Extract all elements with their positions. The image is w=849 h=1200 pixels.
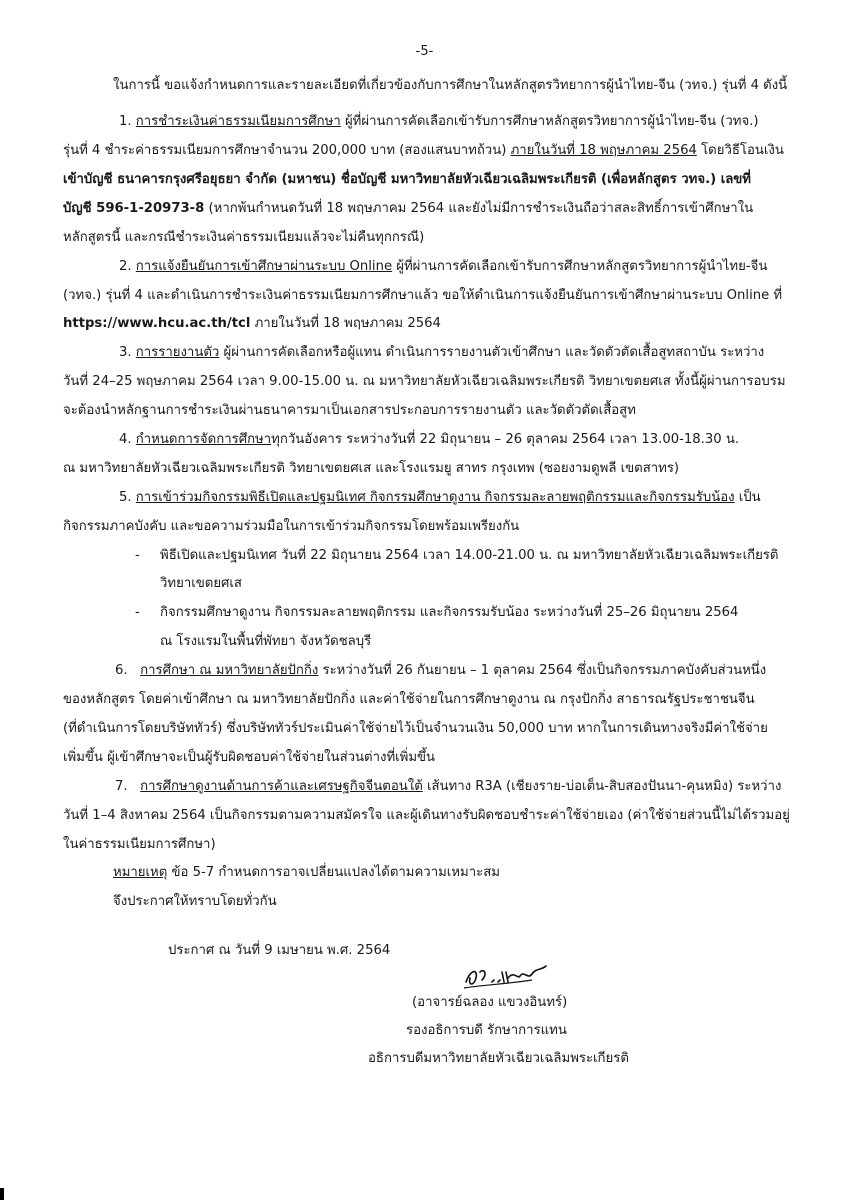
url-link[interactable]: https://www.hcu.ac.th/tcl bbox=[63, 316, 251, 331]
item-2-line-2: (วทจ.) รุ่นที่ 4 และดำเนินการชำระเงินค่าธรรมเนียมการศึกษาแล้ว ขอให้ดำเนินการแจ้งยืนยันการเข้าศึกษาผ่านระบบ Online ที่ bbox=[63, 288, 783, 303]
item-7-line-2: วันที่ 1–4 สิงหาคม 2564 เป็นกิจกรรมตามความสมัครใจ และผู้เดินทางรับผิดชอบชำระค่าใช้จ่ายเอง (ค่าใช้จ่ายส่วนนี้ไม่ได้รวมอยู่ bbox=[63, 808, 790, 823]
item-title: การแจ้งยืนยันการเข้าศึกษาผ่านระบบ Online bbox=[135, 259, 393, 274]
item-7-line-1: 7. การศึกษาดูงานด้านการค้าและเศรษฐกิจจีนตอนใต้ เส้นทาง R3A (เชียงราย-บ่อเต็น-สิบสองปันนา-คุนหมิง) ระหว่าง bbox=[115, 779, 782, 794]
item-2-line-3: https://www.hcu.ac.th/tcl ภายในวันที่ 18 พฤษภาคม 2564 bbox=[63, 316, 441, 331]
item-6-line-4: เพิ่มขึ้น ผู้เข้าศึกษาจะเป็นผู้รับผิดชอบค่าใช้จ่ายในส่วนต่างที่เพิ่มขึ้น bbox=[63, 750, 436, 765]
page-number: -5- bbox=[415, 44, 434, 59]
intro-paragraph: ในการนี้ ขอแจ้งกำหนดการและรายละเอียดที่เกี่ยวข้องกับการศึกษาในหลักสูตรวิทยาการผู้นำไทย-จีน (วทจ.) รุ่นที่ 4 ดังนี้ bbox=[113, 78, 788, 93]
item-3-line-1: 3. การรายงานตัว ผู้ผ่านการคัดเลือกหรือผู้แทน ดำเนินการรายงานตัวเข้าศึกษา และวัดตัวตัดเสื้อสูทสถาบัน ระหว่าง bbox=[119, 345, 765, 360]
item-3-line-2: วันที่ 24–25 พฤษภาคม 2564 เวลา 9.00-15.00 น. ณ มหาวิทยาลัยหัวเฉียวเฉลิมพระเกียรติ วิทยาเขตยศเส ทั้งนี้ผู้ผ่านการอบรม bbox=[63, 374, 786, 389]
item-4-line-2: ณ มหาวิทยาลัยหัวเฉียวเฉลิมพระเกียรติ วิทยาเขตยศเส และโรงแรมยู สาทร กรุงเทพ (ซอยงามดูพลี เขตสาทร) bbox=[63, 461, 680, 476]
item-1-line-5: หลักสูตรนี้ และกรณีชำระเงินค่าธรรมเนียมแล้วจะไม่คืนทุกกรณี) bbox=[63, 230, 425, 245]
item-1-line-2: รุ่นที่ 4 ชำระค่าธรรมเนียมการศึกษาจำนวน 200,000 บาท (สองแสนบาทถ้วน) ภายในวันที่ 18 พฤษภาคม 2564 โดยวิธีโอนเงิน bbox=[63, 143, 784, 158]
bullet-2-line-1: กิจกรรมศึกษาดูงาน กิจกรรมละลายพฤติกรรม และกิจกรรมรับน้อง ระหว่างวันที่ 25–26 มิถุนายน 2564 bbox=[160, 605, 739, 620]
bullet-1-line-1: พิธีเปิดและปฐมนิเทศ วันที่ 22 มิถุนายน 2564 เวลา 14.00-21.00 น. ณ มหาวิทยาลัยหัวเฉียวเฉลิมพระเกียรติ bbox=[160, 548, 779, 563]
signer-position-1: รองอธิการบดี รักษาการแทน bbox=[406, 1023, 567, 1038]
item-number: 1. bbox=[119, 114, 132, 129]
announce-date: ประกาศ ณ วันที่ 9 เมษายน พ.ศ. 2564 bbox=[168, 943, 391, 958]
item-6-line-3: (ที่ดำเนินการโดยบริษัททัวร์) ซึ่งบริษัททัวร์ประเมินค่าใช้จ่ายไว้เป็นจำนวนเงิน 50,000 บาท หากในการเดินทางจริงมีค่าใช้จ่าย bbox=[63, 721, 768, 736]
signer-name: (อาจารย์ฉลอง แขวงอินทร์) bbox=[412, 995, 568, 1010]
closing-line: จึงประกาศให้ทราบโดยทั่วกัน bbox=[113, 894, 277, 909]
item-6-line-1: 6. การศึกษา ณ มหาวิทยาลัยปักกิ่ง ระหว่างวันที่ 26 กันยายน – 1 ตุลาคม 2564 ซึ่งเป็นกิจกรรมภาคบังคับส่วนหนึ่ง bbox=[115, 663, 767, 678]
item-title: การศึกษา ณ มหาวิทยาลัยปักกิ่ง bbox=[140, 663, 319, 678]
item-6-line-2: ของหลักสูตร โดยค่าเข้าศึกษา ณ มหาวิทยาลัยปักกิ่ง และค่าใช้จ่ายในการศึกษาดูงาน ณ กรุงปักกิ่ง สาธารณรัฐประชาชนจีน bbox=[63, 692, 755, 707]
item-5-line-2: กิจกรรมภาคบังคับ และขอความร่วมมือในการเข้าร่วมกิจกรรมโดยพร้อมเพรียงกัน bbox=[63, 519, 520, 534]
item-title: การเข้าร่วมกิจกรรมพิธีเปิดและปฐมนิเทศ กิจกรรมศึกษาดูงาน กิจกรรมละลายพฤติกรรมและกิจกรรมรับน้อง bbox=[135, 490, 735, 505]
item-7-line-3: ในค่าธรรมเนียมการศึกษา) bbox=[63, 837, 216, 852]
bullet-2-line-2: ณ โรงแรมในพื้นที่พัทยา จังหวัดชลบุรี bbox=[160, 634, 372, 649]
bullet-dash: - bbox=[135, 548, 140, 563]
item-2-line-1: 2. การแจ้งยืนยันการเข้าศึกษาผ่านระบบ Online ผู้ที่ผ่านการคัดเลือกเข้ารับการศึกษาหลักสูตรวิทยาการผู้นำไทย-จีน bbox=[119, 259, 768, 274]
bullet-dash: - bbox=[135, 605, 140, 620]
scan-edge-mark bbox=[0, 1188, 4, 1200]
item-4-line-1: 4. กำหนดการจัดการศึกษาทุกวันอังคาร ระหว่างวันที่ 22 มิถุนายน – 26 ตุลาคม 2564 เวลา 13.00-18.30 น. bbox=[119, 432, 740, 447]
signer-position-2: อธิการบดีมหาวิทยาลัยหัวเฉียวเฉลิมพระเกียรติ bbox=[368, 1051, 629, 1066]
item-title: การรายงานตัว bbox=[135, 345, 220, 360]
note-line: หมายเหตุ ข้อ 5-7 กำหนดการอาจเปลี่ยนแปลงได้ตามความเหมาะสม bbox=[113, 865, 500, 880]
item-5-line-1: 5. การเข้าร่วมกิจกรรมพิธีเปิดและปฐมนิเทศ กิจกรรมศึกษาดูงาน กิจกรรมละลายพฤติกรรมและกิจกรรมรับน้อง เป็น bbox=[119, 490, 761, 505]
item-title: การศึกษาดูงานด้านการค้าและเศรษฐกิจจีนตอนใต้ bbox=[140, 779, 423, 794]
item-1-line-1: 1. การชำระเงินค่าธรรมเนียมการศึกษา ผู้ที่ผ่านการคัดเลือกเข้ารับการศึกษาหลักสูตรวิทยาการผู้นำไทย-จีน (วทจ.) bbox=[119, 114, 759, 129]
item-title: การชำระเงินค่าธรรมเนียมการศึกษา bbox=[135, 114, 341, 129]
item-1-line-4: บัญชี 596-1-20973-8 (หากพ้นกำหนดวันที่ 18 พฤษภาคม 2564 และยังไม่มีการชำระเงินถือว่าสละสิทธิ์การเข้าศึกษาใน bbox=[63, 201, 754, 216]
item-title: กำหนดการจัดการศึกษา bbox=[135, 432, 272, 447]
item-3-line-3: จะต้องนำหลักฐานการชำระเงินผ่านธนาคารมาเป็นเอกสารประกอบการรายงานตัว และวัดตัวตัดเสื้อสูท bbox=[63, 403, 636, 418]
signature-image bbox=[462, 960, 550, 994]
note-label: หมายเหตุ bbox=[113, 865, 168, 880]
bullet-1-line-2: วิทยาเขตยศเส bbox=[160, 576, 242, 591]
item-1-line-3: เข้าบัญชี ธนาคารกรุงศรีอยุธยา จำกัด (มหาชน) ชื่อบัญชี มหาวิทยาลัยหัวเฉียวเฉลิมพระเกียรติ (เพื่อหลักสูตร วทจ.) เลขที่ bbox=[63, 172, 752, 187]
